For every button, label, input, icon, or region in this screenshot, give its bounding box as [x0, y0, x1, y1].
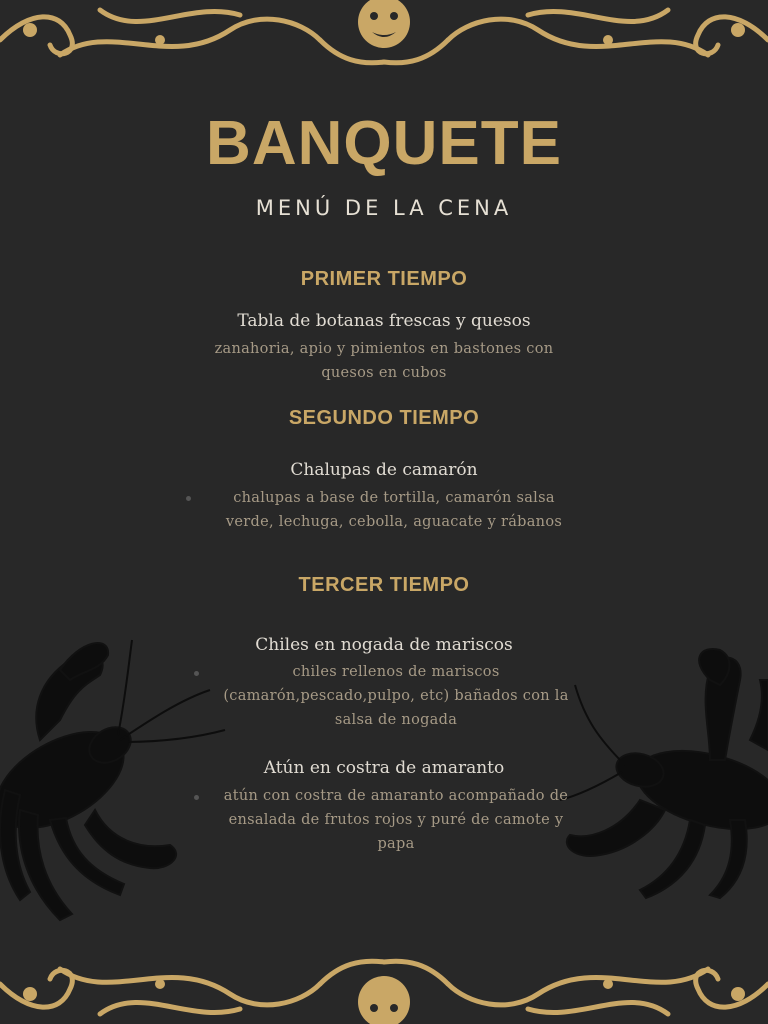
- dish-name: Chalupas de camarón: [290, 460, 478, 480]
- menu-title: BANQUETE: [206, 109, 562, 178]
- bullet-point: [186, 496, 191, 501]
- dish-name: Chiles en nogada de mariscos: [255, 635, 513, 655]
- course-title: SEGUNDO TIEMPO: [288, 407, 480, 429]
- menu-subtitle: MENÚ DE LA CENA: [255, 196, 513, 220]
- dish-description: zanahoria, apio y pimientos en bastones con quesos en cubos: [214, 341, 554, 381]
- dish-description: chalupas a base de tortilla, camarón salsa verde, lechuga, cebolla, aguacate y rábanos: [225, 490, 563, 530]
- course-title: PRIMER TIEMPO: [300, 268, 468, 290]
- ornamental-border-top: [0, 0, 768, 70]
- course-title: TERCER TIEMPO: [298, 574, 470, 596]
- ornamental-border-bottom: [0, 954, 768, 1024]
- dish-name: Tabla de botanas frescas y quesos: [237, 311, 531, 331]
- dish-name: Atún en costra de amaranto: [263, 758, 505, 778]
- dish-description: atún con costra de amaranto acompañado de ensalada de frutos rojos y puré de camote y papa: [223, 788, 569, 852]
- dish-description: chiles rellenos de mariscos (camarón,pescado,pulpo, etc) bañados con la salsa de nogada: [223, 664, 569, 728]
